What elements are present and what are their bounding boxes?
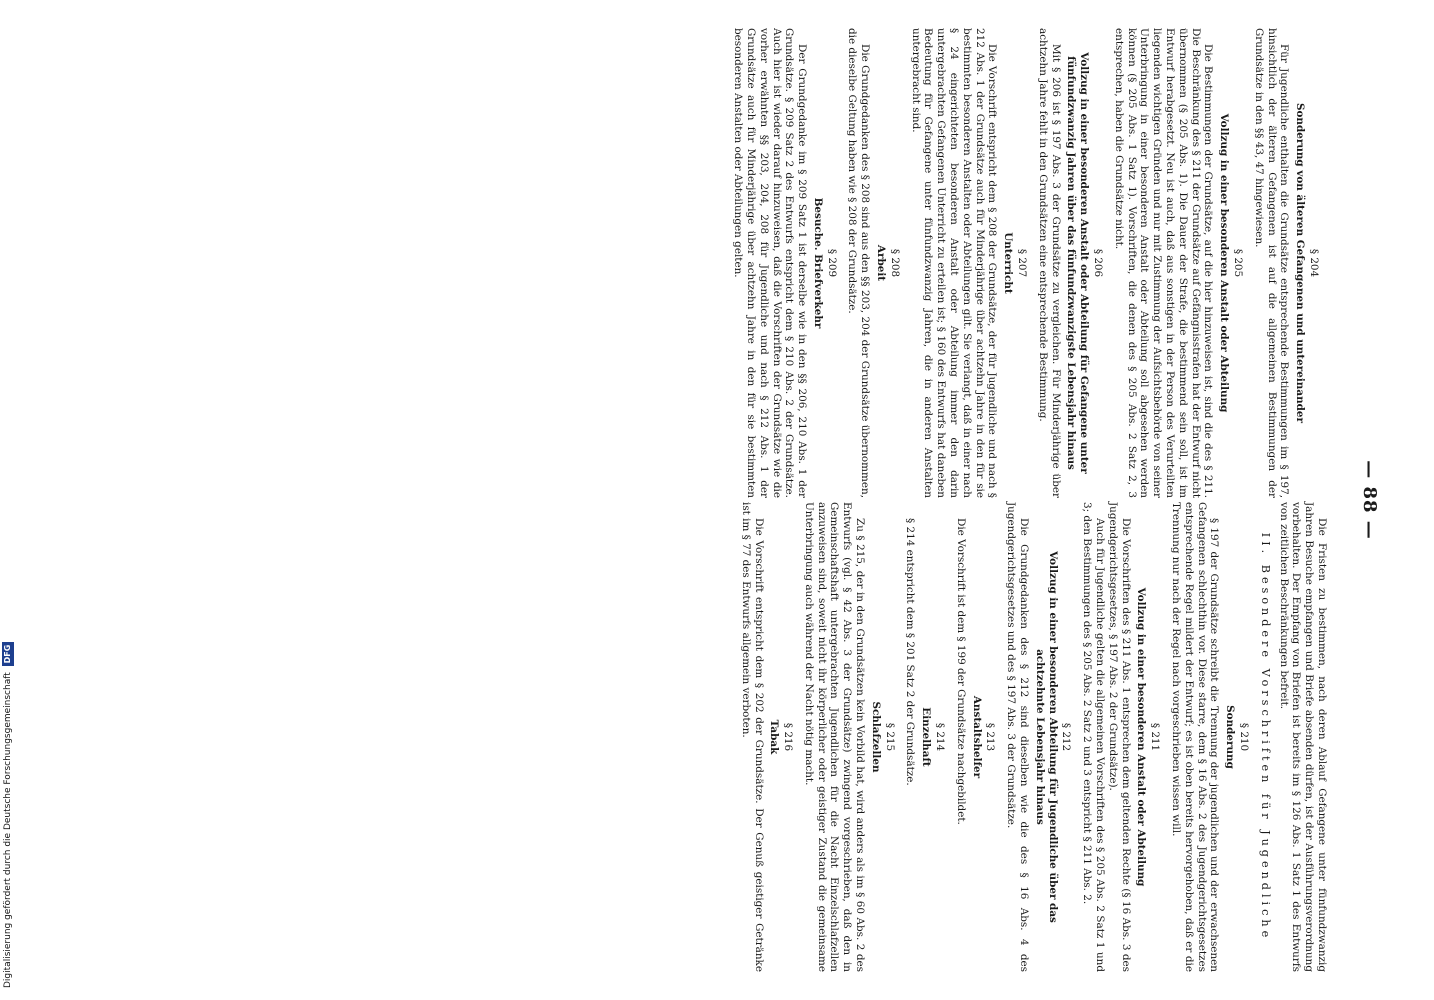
section-title: Sonderung von älteren Gefangenen und untereinander [1294,102,1307,423]
section-number: § 214 [934,722,947,752]
section-title: Schlafzellen [869,701,882,773]
section-title: Arbeit [875,244,888,282]
section-text: § 214 entspricht dem § 201 Satz 2 der Grundsätze. [904,518,917,786]
intro-text: Die Fristen zu bestimmen, nach deren Ablauf Gefangene unter fünfundzwanzig Jahren Besuche empfangen und Briefe absenden dürfen, ist der Ausführungsverordnung vorbehalten. Der Empfang von Briefen ist bereits im § 126 Abs. 1 Satz 1 des Entwurfs von zeitlichen Beschränkungen befreit. [1277,502,1328,972]
section-text: Mit § 206 ist § 197 Abs. 3 der Grundsätze zu vergleichen. Für Minderjährige über achtzehn Jahre fehlt in den Grundsätzen eine entsprechende Bestimmung. [1036,28,1062,498]
section-number: § 212 [1060,722,1073,752]
digitization-footer [0,0,16,1000]
section-title: Tabak [768,719,781,755]
right-column [739,502,1328,972]
section-text: § 197 der Grundsätze schreibt die Trennung der jugendlichen und der erwachsenen Gefangenen schlechthin vor. Diese starre, dem § 16 Abs. 2 des Jugendgerichtsgesetzes entsprechende Regel mildert der Entwurf; es ist oben bereits hervorgehoben, daß er die Trennung nur nach der Regel nach vorgeschrieben wissen will. [1170,502,1221,972]
section-number: § 206 [1092,248,1105,278]
section-title: Einzelhaft [920,707,933,767]
section-text: Die Vorschrift ist dem § 199 der Grundsätze nachgebildet. [954,518,967,825]
section-number: § 213 [984,722,997,752]
section-number: § 208 [888,248,901,278]
section-number: § 209 [825,248,838,278]
section-number: § 211 [1149,722,1162,752]
section-title: Vollzug in einer besonderen Abteilung für Jugendliche über das achtzehnte Lebensjahr hinaus [1033,551,1059,923]
section-text: Die Vorschrift entspricht dem § 208 der Grundsätze, der für Jugendliche und nach § 212 Abs. 1 der Grundsätze auch für Minderjährige über achtzehn Jahre in den für sie bestimmten besonderen Anstalten oder Abteilungen gilt. Sie verlangt, daß in einer nach § 24 eingerichteten besonderen Anstalt oder Abteilung immer den darin untergebrachten Gefangenen Unterricht zu erteilen ist; § 160 des Entwurfs hat daneben Bedeutung für Gefangene unter fünfundzwanzig Jahren, die in anderen Anstalten untergebracht sind. [909,28,999,498]
section-title: Vollzug in einer besonderen Anstalt oder Abteilung [1218,113,1231,413]
section-number: § 207 [1016,248,1029,278]
section-text: Für Jugendliche enthalten die Grundsätze entsprechende Bestimmungen im § 197, hinsichtlich der älteren Gefangenen ist auf die allgemeinen Bestimmungen der Grundsätze in den §§ 43, 47 hingewiesen. [1252,28,1291,498]
section-text: Die Bestimmungen der Grundsätze, auf die hier hinzuweisen ist, sind die des § 211. Die Beschränkung des § 211 der Grundsätze auf Gefängnisstrafen hat der Entwurf nicht übernommen (§ 205 Abs. 1). Die Dauer der Strafe, die bestimmend sein soll, ist im Entwurf herabgesetzt. Neu ist auch, daß aus sonstigen in der Person des Verurteilten liegenden wichtigen Gründen und nur mit Zustimmung der Aufsichtsbehörde von seiner Unterbringung in einer besonderen Anstalt oder Abteilung soll abgesehen werden können (§ 205 Abs. 1 Satz 1). Vorschriften, die denen des § 205 Abs. 2 Satz 2, 3 entsprechen, haben die Grundsätze nicht. [1112,28,1215,498]
section-number: § 210 [1238,722,1251,752]
section-text: Die Vorschriften des § 211 Abs. 1 entsprechen dem geltenden Rechte (§ 16 Abs. 3 des Jugendgerichtsgesetzes, § 197 Abs. 2 der Grundsätze). [1106,502,1132,972]
section-number: § 216 [782,722,795,752]
section-title: Unterricht [1002,232,1015,294]
section-text: Der Grundgedanke im § 209 Satz 1 ist derselbe wie in den §§ 206, 210 Abs. 1 der Grundsätze. § 209 Satz 2 des Entwurfs entspricht dem § 210 Abs. 2 der Grundsätze. Auch hier ist wieder darauf hinzuweisen, daß die Vorschriften der Grundsätze wie die vorher erwähnten §§ 203, 204, 208 für Jugendliche und nach § 212 Abs. 1 der Grundsätze auch für Minderjährige über achtzehn Jahre in den für sie bestimmten besonderen Anstalten oder Abteilungen gelten. [732,28,809,498]
section-title: Anstaltshelfer [970,695,983,779]
rotated-document-page [140,0,1380,1000]
page-number: — 88 — [1359,460,1380,540]
section-text: Die Grundgedanken des § 212 sind dieselben wie die des § 16 Abs. 4 des Jugendgerichtsgesetzes und des § 197 Abs. 3 der Grundsätze. [1005,502,1031,972]
footer-text: Digitalisierung gefördert durch die Deutsche Forschungsgemeinschaft [3,672,13,988]
section-text: Die Vorschrift entspricht dem § 202 der Grundsätze. Der Genuß geistiger Getränke ist im § 77 des Entwurfs allgemein verboten. [739,502,765,972]
section-text: Zu § 215, der in den Grundsätzen kein Vorbild hat, wird anders als im § 60 Abs. 2 des Entwurfs (vgl. § 42 Abs. 3 der Grundsätze) zwingend vorgeschrieben, daß den in Gemeinschaftshaft untergebrachten Jugendlichen für die Nacht Einzelschlafzellen anzuweisen sind, soweit nicht ihr körperlicher oder geistiger Zustand die gemeinsame Unterbringung auch während der Nacht nötig macht. [802,502,867,972]
section-number: § 204 [1308,248,1320,278]
section-title: Besuche. Briefverkehr [811,197,824,329]
section-number: § 215 [883,722,896,752]
section-title: Vollzug in einer besonderen Anstalt oder Abteilung [1135,587,1148,887]
section-title: Sonderung [1224,705,1237,769]
left-column [731,28,1328,498]
section-number: § 205 [1232,248,1245,278]
section-text: Die Grundgedanken des § 208 sind aus den §§ 203, 204 der Grundsätze übernommen, die dieselbe Geltung haben wie § 208 der Grundsätze. [846,28,872,498]
part-heading: II. Besondere Vorschriften für Jugendliche [1258,532,1272,942]
dfg-logo-icon: DFG [2,642,14,667]
section-text: Auch für Jugendliche gelten die allgemeinen Vorschriften des § 205 Abs. 2 Satz 1 und 3; den Bestimmungen des § 205 Abs. 2 Satz 2 und 3 entspricht § 211 Abs. 2. [1081,502,1107,972]
section-title: Vollzug in einer besonderen Anstalt oder Abteilung für Gefangene unter fünfundzwanzig Jahren über das fünfundzwanzigste Lebensjahr hinaus [1065,52,1091,474]
